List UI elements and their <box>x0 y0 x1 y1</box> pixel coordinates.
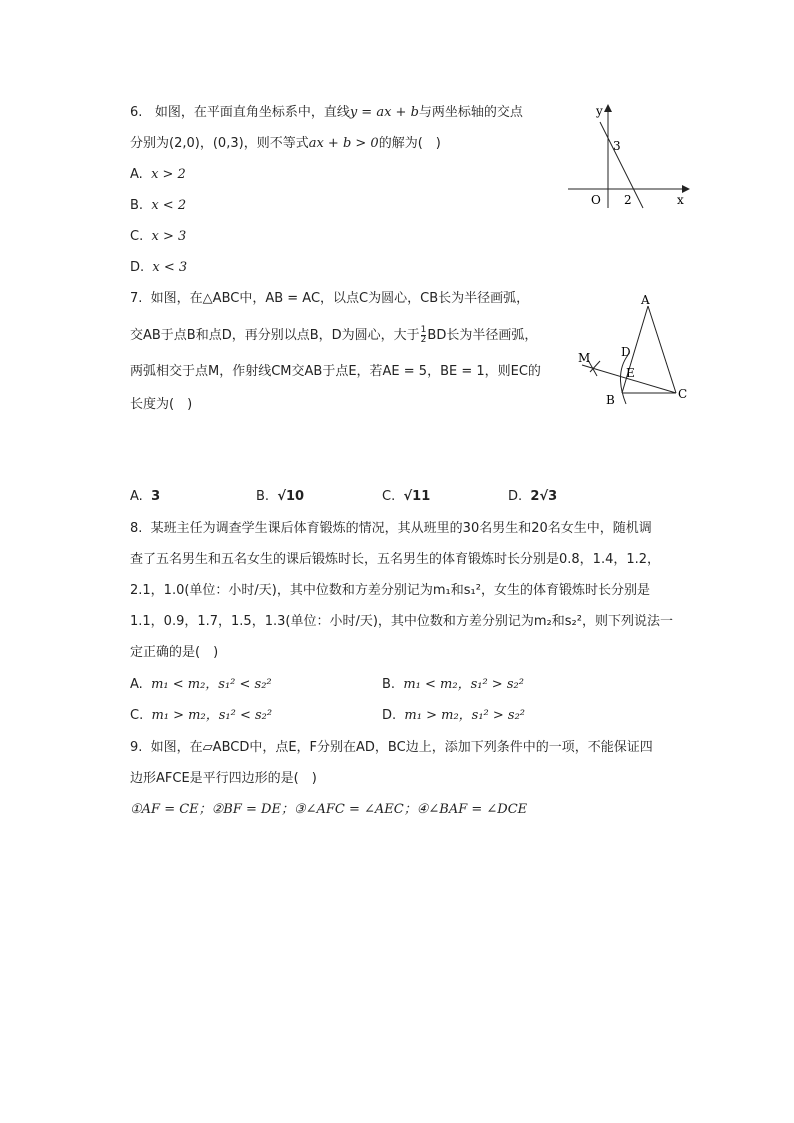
q8-line5: 定正确的是( ) <box>130 645 219 660</box>
q7-option-d[interactable]: D. 2√3 <box>508 489 558 504</box>
q7-line1: 7. 如图，在△ABC中，AB = AC，以点C为圆心，CB长为半径画弧， <box>130 291 530 306</box>
q6-line2: 分别为(2,0)，(0,3)，则不等式ax + b > 0的解为( ) <box>130 136 441 151</box>
q6-number: 6. <box>130 105 143 120</box>
q8-option-b[interactable]: B. m₁ < m₂，s₁² > s₂² <box>382 677 524 692</box>
x-axis-arrow <box>682 185 690 193</box>
q6-coordinate-figure <box>560 98 700 213</box>
y-intercept-label: 3 <box>613 139 621 153</box>
q8-option-d[interactable]: D. m₁ > m₂，s₁² > s₂² <box>382 708 526 723</box>
q6-line1: 6. 如图，在平面直角坐标系中，直线y = ax + b与两坐标轴的交点 <box>130 105 523 120</box>
q7-option-b[interactable]: B. √10 <box>256 489 305 504</box>
q8-option-c[interactable]: C. m₁ > m₂，s₁² < s₂² <box>130 708 273 723</box>
q6-line-equation: y = ax + b <box>349 105 419 120</box>
q9-line2: 边形AFCE是平行四边形的是( ) <box>130 771 317 786</box>
q8-line1: 8. 某班主任为调查学生课后体育锻炼的情况，其从班里的30名男生和20名女生中，随机调 <box>130 521 652 536</box>
q7-option-c[interactable]: C. √11 <box>382 489 431 504</box>
origin-label: O <box>591 193 601 207</box>
label-c: C <box>678 387 688 401</box>
q8-number: 8. <box>130 521 143 536</box>
q6-option-b[interactable]: B. x < 2 <box>130 198 187 213</box>
q7-number: 7. <box>130 291 143 306</box>
side-ac <box>648 306 676 393</box>
q6-option-d[interactable]: D. x < 3 <box>130 260 188 275</box>
q8-line3: 2.1，1.0(单位：小时/天)，其中位数和方差分别记为m₁和s₁²，女生的体育锻炼时长分别是 <box>130 583 650 598</box>
x-intercept-label: 2 <box>624 193 632 207</box>
label-b: B <box>606 393 615 407</box>
q8-line4: 1.1，0.9，1.7，1.5，1.3(单位：小时/天)，其中位数和方差分别记为m₂和s₂²，则下列说法一 <box>130 614 673 629</box>
label-d: D <box>621 345 631 359</box>
q7-line3: 两弧相交于点M，作射线CM交AB于点E，若AE = 5，BE = 1，则EC的 <box>130 364 541 379</box>
q7-line4: 长度为( ) <box>130 397 193 412</box>
q9-conditions: ①AF = CE；②BF = DE；③∠AFC = ∠AEC；④∠BAF = ∠DCE <box>130 802 528 817</box>
q9-number: 9. <box>130 740 143 755</box>
q7-option-a[interactable]: A. 3 <box>130 489 161 504</box>
y-axis-label: y <box>596 104 603 118</box>
q9-line1: 9. 如图，在▱ABCD中，点E，F分别在AD，BC边上，添加下列条件中的一项，不能保证四 <box>130 740 653 755</box>
y-axis-arrow <box>604 104 612 112</box>
label-m: M <box>578 351 591 365</box>
q6-inequality: ax + b > 0 <box>308 136 379 151</box>
fraction-one-half: $\frac{1}{2}$ <box>420 325 427 345</box>
q7-line2: 交AB于点B和点D，再分别以点B，D为圆心，大于 $\frac{1}{2}$ BD长为半径画弧， <box>130 325 538 345</box>
x-axis-label: x <box>677 193 684 207</box>
line-y-ax-b <box>600 122 643 208</box>
label-a: A <box>641 293 650 307</box>
q7-triangle-figure <box>570 290 695 412</box>
q6-option-c[interactable]: C. x > 3 <box>130 229 187 244</box>
q8-option-a[interactable]: A. m₁ < m₂，s₁² < s₂² <box>130 677 272 692</box>
label-e: E <box>626 366 635 380</box>
q6-option-a[interactable]: A. x > 2 <box>130 167 186 182</box>
q8-line2: 查了五名男生和五名女生的课后锻炼时长，五名男生的体育锻炼时长分别是0.8，1.4，1.2， <box>130 552 661 567</box>
